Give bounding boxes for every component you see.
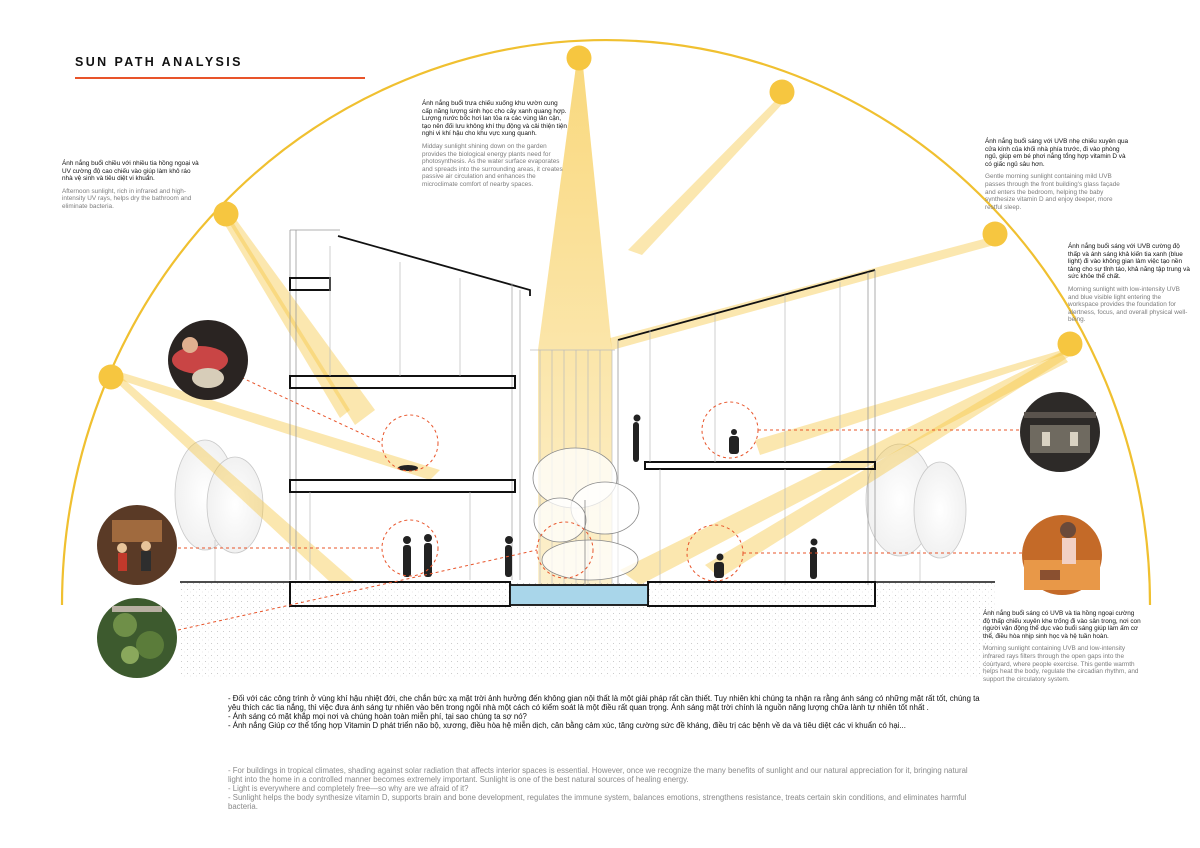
bottom-vi-paragraph: - Đối với các công trình ở vùng khí hậu nhiệt đới, che chắn bức xạ mặt trời ảnh hưởng đến không gian nội thất là một giải pháp rất cần thiết. Tuy nhiên khi chúng ta nhận ra rằng ánh sáng có những mặt rất tốt, chúng ta yêu thích các tia nắng, thì việc đưa ánh sáng tự nhiên vào bên trong ngôi nhà một cách có kiểm soát là một điều rất quan trọng. Ánh sáng mặt trời chính là nguồn năng lượng chữa lành tự nhiên tốt nhất . bbox=[228, 694, 980, 712]
note-gentle-morning bbox=[985, 138, 1130, 211]
sun-noon bbox=[567, 46, 592, 71]
bottom-text-english bbox=[228, 766, 980, 811]
note-midday-vi: Ánh nắng buổi trưa chiếu xuống khu vườn cung cấp năng lượng sinh học cho cây xanh quang hợp. Lượng nước bốc hơi lan tỏa ra các vùng lân cận, tạo nên đối lưu không khí thụ động và cải thiện tiện nghi vi khí hậu cho khu vực xung quanh. bbox=[422, 100, 567, 138]
note-gentle-morning-en: Gentle morning sunlight containing mild UVB passes through the front building's glass façade and enters the bedroom, helping the baby synthesize vitamin D and enjoy deeper, more restful sleep. bbox=[985, 173, 1120, 211]
photo-workspace bbox=[1020, 392, 1100, 472]
pond bbox=[510, 585, 648, 605]
sun-morning-high bbox=[770, 80, 795, 105]
note-afternoon-en: Afternoon sunlight, rich in infrared and high-intensity UV rays, helps dry the bathroom and eliminate bacteria. bbox=[62, 187, 192, 210]
note-low-uvb-en: Morning sunlight with low-intensity UVB and blue visible light entering the workspace provides the foundation for alertness, focus, and overall physical well-being. bbox=[1068, 285, 1188, 324]
photo-child-exercise bbox=[1022, 515, 1102, 595]
note-infrared-en: Morning sunlight containing UVB and low-intensity infrared rays filters through the open gaps into the courtyard, where people exercise. This gentle warmth helps heat the body, regulate the circadian rhythm, and support the circulatory system. bbox=[983, 645, 1139, 683]
page-title: SUN PATH ANALYSIS bbox=[75, 55, 243, 69]
note-afternoon bbox=[62, 160, 202, 211]
photo-baby bbox=[168, 320, 248, 400]
bottom-text-vietnamese bbox=[228, 694, 980, 730]
sun-afternoon-low bbox=[99, 365, 124, 390]
bottom-vi-paragraph: - Ánh nắng Giúp cơ thể tổng hợp Vitamin D phát triển não bộ, xương, điều hòa hệ miễn dịch, cân bằng cảm xúc, tăng cường sức đề kháng, điều trị các bệnh về da và tiêu diệt các vi khuẩn có hại... bbox=[228, 721, 906, 730]
note-midday-en: Midday sunlight shining down on the garden provides the biological energy plants need for photosynthesis. As the water surface evaporates and spreads into the surrounding areas, it creates passive air circulation and enhances the microclimate comfort of nearby spaces. bbox=[422, 142, 563, 188]
note-afternoon-vi: Ánh nắng buổi chiều với nhiều tia hồng ngoại và UV cường độ cao chiếu vào giúp làm khô ráo nhà vệ sinh và tiêu diệt vi khuẩn. bbox=[62, 160, 199, 183]
sun-morning-low bbox=[1058, 332, 1083, 357]
note-midday bbox=[422, 100, 567, 189]
note-low-uvb-morning bbox=[1068, 243, 1190, 324]
photo-family bbox=[97, 505, 177, 585]
bottom-en-paragraph: - For buildings in tropical climates, shading against solar radiation that affects interior spaces is essential. However, once we recognize the many benefits of sunlight and our natural appreciation for it, bringing natural light into the home in a controlled manner becomes extremely important. Sunlight is one of the best natural sources of healing energy. bbox=[228, 766, 968, 784]
note-infrared-vi: Ánh nắng buổi sáng có UVB và tia hồng ngoại cường độ thấp chiếu xuyên khe trống đi vào sân trong, nơi con người vận động thể dục vào buổi sáng giúp làm ấm cơ thể, điều hòa nhịp sinh học và hệ tuần hoàn. bbox=[983, 610, 1141, 640]
bottom-en-paragraph: - Sunlight helps the body synthesize vitamin D, supports brain and bone development, regulates the immune system, balances emotions, strengthens resistance, treats certain skin conditions, and eliminates harmful bacteria. bbox=[228, 793, 967, 811]
courtyard-tree bbox=[533, 448, 639, 585]
note-gentle-morning-vi: Ánh nắng buổi sáng với UVB nhẹ chiếu xuyên qua cửa kính của khối nhà phía trước, đi vào phòng ngủ, giúp em bé phơi nắng tổng hợp vitamin D và có giấc ngủ sâu hơn. bbox=[985, 138, 1129, 168]
photo-courtyard-plants bbox=[97, 598, 177, 678]
note-infrared-morning bbox=[983, 610, 1143, 683]
sun-afternoon-high bbox=[214, 202, 239, 227]
sun-morning-mid bbox=[983, 222, 1008, 247]
bottom-en-paragraph: - Light is everywhere and completely free—so why are we afraid of it? bbox=[228, 784, 469, 793]
bottom-vi-paragraph: - Ánh sáng có mặt khắp mọi nơi và chúng hoàn toàn miễn phí, tại sao chúng ta sợ nó? bbox=[228, 712, 527, 721]
note-low-uvb-vi: Ánh nắng buổi sáng với UVB cường độ thấp và ánh sáng khả kiến tia xanh (blue light) đi vào không gian làm việc tạo nền tảng cho sự tỉnh táo, khả năng tập trung và sức khỏe thể chất. bbox=[1068, 243, 1190, 281]
